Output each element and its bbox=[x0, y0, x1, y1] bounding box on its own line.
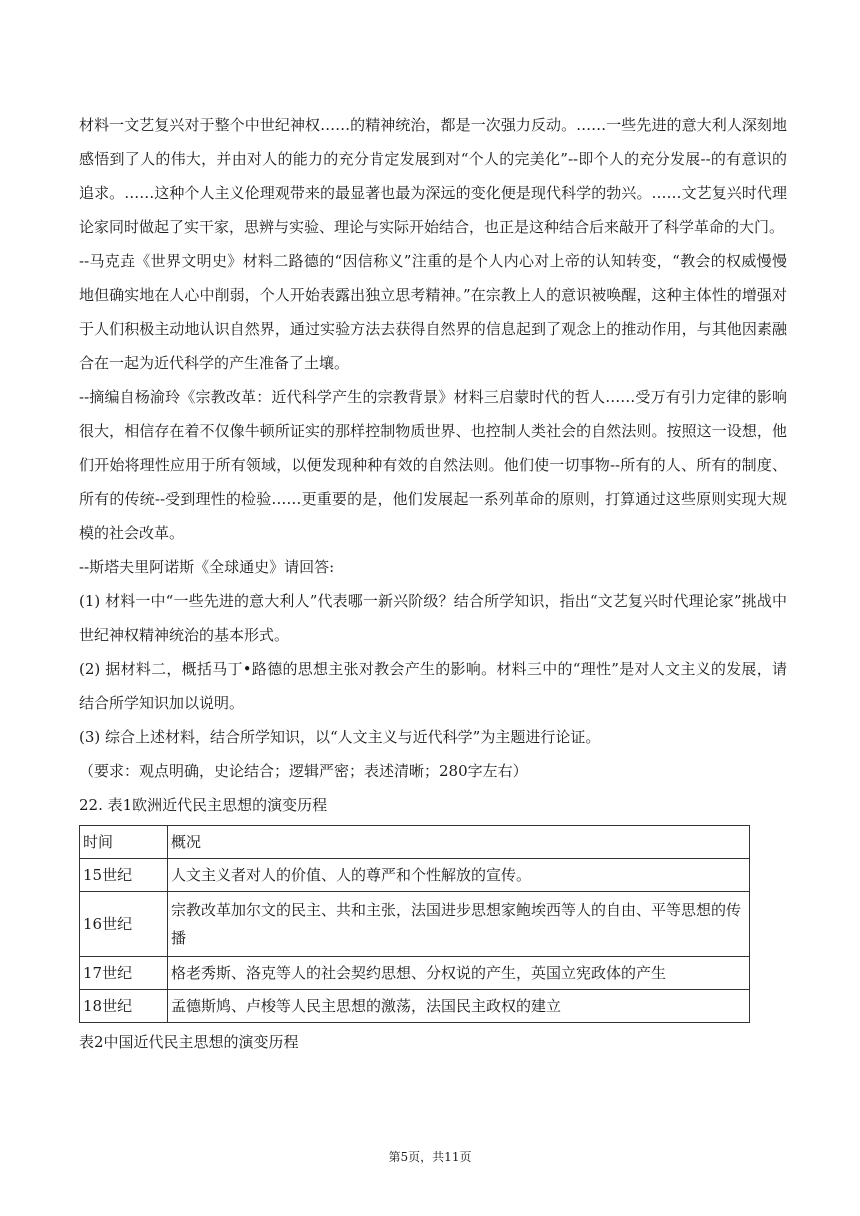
table-row bbox=[80, 990, 750, 1023]
page-footer: 第5页，共11页 bbox=[388, 1150, 472, 1164]
row-overview: 宗教改革加尔文的民主、共和主张，法国进步思想家鲍埃西等人的自由、平等思想的传播 bbox=[168, 892, 750, 957]
row-overview: 孟德斯鸠、卢梭等人民主思想的激荡，法国民主政权的建立 bbox=[168, 990, 750, 1023]
europe-democracy-table bbox=[79, 825, 750, 1023]
table-2-title: 表2中国近代民主思想的演变历程 bbox=[79, 1033, 299, 1051]
material-three-paragraph: --摘编自杨渝玲《宗教改革：近代科学产生的宗教背景》材料三启蒙时代的哲人……受万有引力定律的影响很大，相信存在着不仅像牛顿所证实的那样控制物质世界、也控制人类社会的自然法则。按照这一设想，他们开始将理性应用于所有领域，以便发现种种有效的自然法则。他们使一切事物--所有的人、所有的制度、所有的传统--受到理性的检验……更重要的是，他们发展起一系列革命的原则，打算通过这些原则实现大规模的社会改革。 bbox=[79, 388, 787, 542]
row-time: 18世纪 bbox=[80, 990, 168, 1023]
table-header-row bbox=[80, 826, 750, 859]
row-time: 16世纪 bbox=[80, 892, 168, 957]
source-and-prompt: --斯塔夫里阿诺斯《全球通史》请回答: bbox=[79, 558, 335, 576]
question-1: (1) 材料一中“一些先进的意大利人”代表哪一新兴阶级？结合所学知识，指出“文艺复兴时代理论家”挑战中世纪神权精神统治的基本形式。 bbox=[79, 592, 787, 644]
table-row bbox=[80, 957, 750, 990]
material-two-paragraph: --马克垚《世界文明史》材料二路德的“因信称义”注重的是个人内心对上帝的认知转变，“教会的权威慢慢地但确实地在人心中削弱，个人开始表露出独立思考精神。”在宗教上人的意识被唤醒，这种主体性的增强对于人们积极主动地认识自然界，通过实验方法去获得自然界的信息起到了观念上的推动作用，与其他因素融合在一起为近代科学的产生准备了土壤。 bbox=[79, 252, 787, 372]
row-time: 15世纪 bbox=[80, 859, 168, 892]
table-row bbox=[80, 892, 750, 957]
row-overview: 人文主义者对人的价值、人的尊严和个性解放的宣传。 bbox=[168, 859, 750, 892]
table-1-title: 22. 表1欧洲近代民主思想的演变历程 bbox=[79, 796, 328, 814]
question-3: (3) 综合上述材料，结合所学知识，以“人文主义与近代科学”为主题进行论证。 bbox=[79, 728, 601, 746]
row-time: 17世纪 bbox=[80, 957, 168, 990]
row-overview: 格老秀斯、洛克等人的社会契约思想、分权说的产生，英国立宪政体的产生 bbox=[168, 957, 750, 990]
document-body bbox=[79, 108, 787, 1059]
material-one-paragraph: 材料一文艺复兴对于整个中世纪神权……的精神统治，都是一次强力反动。……一些先进的意大利人深刻地感悟到了人的伟大，并由对人的能力的充分肯定发展到对“个人的完美化”--即个人的充分发展--的有意识的追求。……这种个人主义伦理观带来的最显著也最为深远的变化便是现代科学的勃兴。……文艺复兴时代理论家同时做起了实干家，思辨与实验、理论与实际开始结合，也正是这种结合后来敲开了科学革命的大门。 bbox=[79, 116, 787, 236]
header-time: 时间 bbox=[80, 826, 168, 859]
table-row bbox=[80, 859, 750, 892]
answer-requirements: （要求：观点明确，史论结合；逻辑严密；表述清晰；280字左右） bbox=[79, 762, 528, 780]
header-overview: 概况 bbox=[168, 826, 750, 859]
question-2: (2) 据材料二，概括马丁•路德的思想主张对教会产生的影响。材料三中的“理性”是对人文主义的发展，请结合所学知识加以说明。 bbox=[79, 660, 787, 712]
